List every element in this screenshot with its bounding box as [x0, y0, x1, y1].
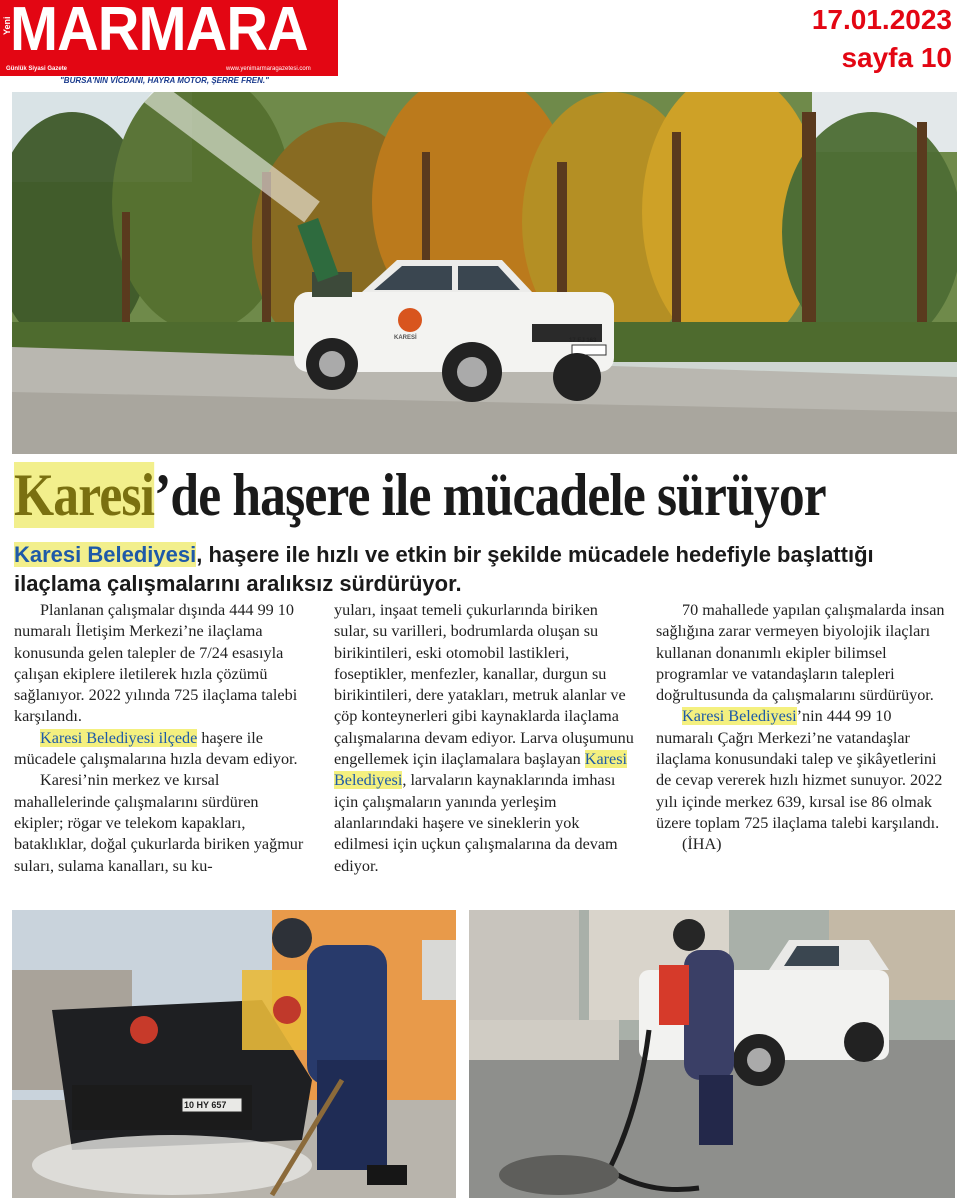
paragraph-text: ’nin 444 99 10 numaralı Çağrı Merkezi’ne vatandaşlar ilaçlama konusundaki talep ve şikâyetlerini de cevap vererek hızlı hizmet sunuyor. 2022 yılı içinde merkez 639, kırsal ise 86 olmak üzere toplam 725 ilaçlama talebi karşılandı.: [656, 707, 943, 832]
issue-date: 17.01.2023: [811, 4, 952, 35]
paragraph: Karesi’nin merkez ve kırsal mahallelerinde çalışmalarını sürdüren ekipler; rögar ve telekom kapakları, bataklıklar, doğal çukurlarda biriken yağmur suları, sulama kanalları, su ku-: [14, 771, 304, 875]
highlighted-text: Karesi Belediyesi ilçede: [40, 728, 198, 747]
paragraph: 70 mahallede yapılan çalışmalarda insan sağlığına zarar vermeyen biyolojik ilaçları kullanan donanımlı ekipler bilimsel programlar ve vatandaşların talepleri doğrultusunda da çalışmalarını sürdürüyor.: [656, 601, 945, 705]
left-photo-plate: 10 HY 657: [184, 1100, 227, 1110]
article-headline: [14, 460, 826, 530]
truck-plate: 17 EJ 163: [569, 338, 597, 344]
main-photo: [12, 92, 957, 454]
masthead-url: www.yenimarmaragazetesi.com: [226, 66, 311, 72]
page-number: sayfa 10: [841, 42, 952, 73]
newspaper-logo: MARMARA: [10, 0, 308, 64]
masthead-subtitle: Günlük Siyasi Gazete: [6, 66, 68, 72]
subhead-rest: , haşere ile hızlı ve etkin bir şekilde mücadele hedefiyle başlattığı ilaçlama çalışmalarını aralıksız sürdürüyor.: [14, 542, 874, 596]
highlighted-text: Karesi Belediyesi: [682, 707, 797, 726]
source-credit: (İHA): [682, 835, 722, 854]
article-column-1: [14, 600, 306, 877]
paragraph: [14, 728, 306, 771]
paragraph: [334, 600, 634, 877]
headline-highlight: Karesi: [14, 462, 155, 528]
article-column-3: [656, 600, 948, 856]
photo-worker-manhole: [12, 910, 456, 1198]
paragraph: Planlanan çalışmalar dışında 444 99 10 numaralı İletişim Merkezi’ne ilaçlama konusunda gelen talepler de 7/24 esasıyla çalışan ekiplere iletilerek hızla çözümü sağlanıyor. 2022 yılında 725 ilaçlama talebi karşılandı.: [14, 601, 298, 726]
highlighted-text: Karesi Belediyesi: [334, 750, 628, 790]
masthead-slogan: "BURSA'NIN VİCDANI, HAYRA MOTOR, ŞERRE FREN.": [60, 76, 269, 85]
paragraph-text: haşere ile mücadele çalışmalarına hızla devam ediyor.: [14, 728, 298, 769]
truck-logo-text: KARESİ: [394, 335, 417, 341]
headline-rest: ’de haşere ile mücadele sürüyor: [154, 462, 826, 528]
paragraph-text: yuları, inşaat temeli çukurlarında biriken sular, su varilleri, bodrumlarda oluşan su birikintileri, eski otomobil lastikleri, foseptikler, menfezler, kanallar, durgun su birikintileri, dere yatakları, metruk alanlar ve çöp konteynerleri gibi kaynaklarda ilaçlama çalışmalarına devam ediyor. Larva oluşumunu engellemek için ilaçlamalara başlayan: [334, 601, 634, 769]
subhead-highlight: Karesi Belediyesi: [14, 542, 197, 567]
paragraph: [656, 706, 948, 834]
masthead-prefix: Yeni: [2, 16, 12, 36]
article-column-2: [334, 600, 634, 877]
paragraph-text: , larvaların kaynaklarında imhası için çalışmaların yanında yerleşim alanlarındaki haşere ve sineklerin yok edilmesi için uçkun çalışmalarına da devam ediyor.: [334, 771, 618, 875]
photo-worker-truck: [469, 910, 955, 1198]
article-subhead: [14, 540, 954, 598]
